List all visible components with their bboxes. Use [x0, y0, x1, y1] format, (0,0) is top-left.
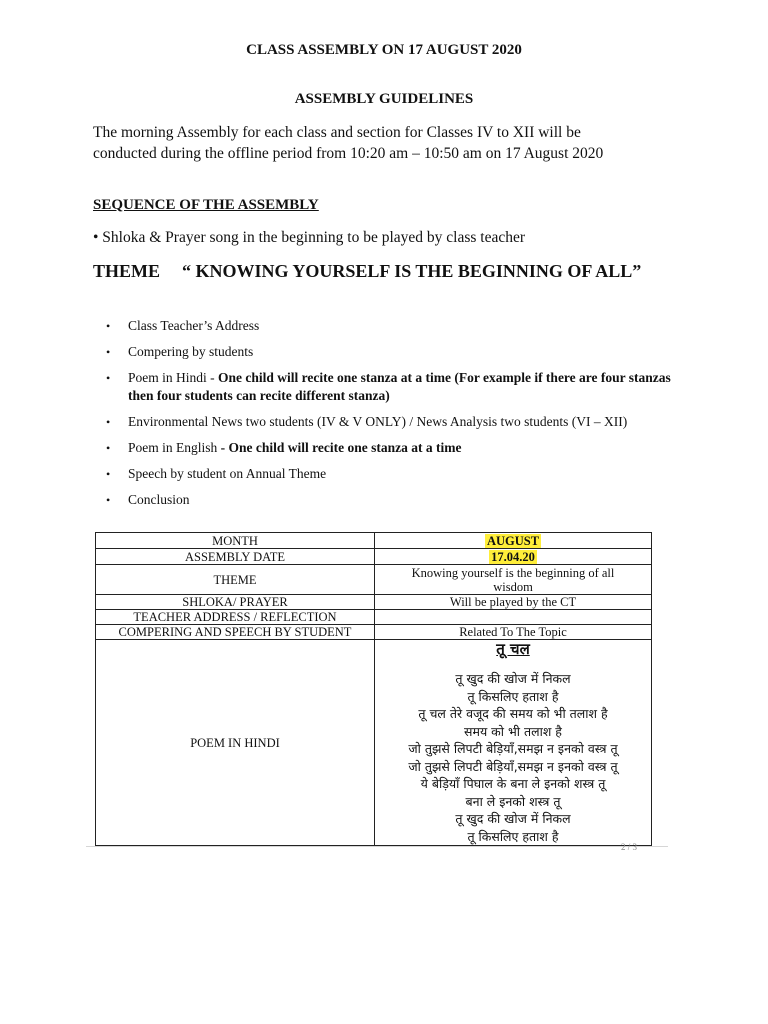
- list-item: [96, 439, 676, 457]
- compering-label: COMPERING AND SPEECH BY STUDENT: [96, 625, 375, 640]
- bullet-icon: •: [106, 467, 111, 481]
- table-row: [96, 625, 652, 640]
- teacher-address-value: [375, 610, 652, 625]
- step-text: Conclusion: [128, 492, 190, 507]
- month-cell: [375, 533, 652, 549]
- bullet-icon: •: [106, 319, 111, 333]
- sequence-heading: SEQUENCE OF THE ASSEMBLY: [93, 197, 319, 213]
- step-text-bold: - One child will recite one stanza at a time: [220, 440, 462, 455]
- poem-line: जो तुझसे लिपटी बेड़ियाँ,समझ न इनको वस्त्र तू: [408, 758, 618, 774]
- theme-text: “ KNOWING YOURSELF IS THE BEGINNING OF ALL”: [182, 261, 642, 281]
- assembly-steps-list: [96, 317, 676, 509]
- poem-line: समय को भी तलाश है: [464, 723, 562, 739]
- list-item: [96, 491, 676, 509]
- poem-label: POEM IN HINDI: [96, 640, 375, 846]
- poem-line: तू चल तेरे वजूद की समय को भी तलाश है: [418, 706, 608, 721]
- step-text: Compering by students: [128, 344, 254, 359]
- theme-label-cell: THEME: [96, 565, 375, 595]
- intro-line-2: conducted during the offline period from 10:20 am – 10:50 am on 17 August 2020: [93, 145, 604, 162]
- poem-line: तू खुद की खोज में निकल: [455, 671, 571, 686]
- table-row: [96, 610, 652, 625]
- list-item: [96, 413, 676, 431]
- step-text: Poem in English: [128, 440, 221, 455]
- month-value: AUGUST: [486, 533, 540, 548]
- list-item: [96, 343, 676, 361]
- step-text: Class Teacher’s Address: [128, 318, 260, 333]
- bullet-icon: •: [106, 371, 111, 385]
- table-row: [96, 595, 652, 610]
- table-row: [96, 565, 652, 595]
- list-item: [96, 465, 676, 483]
- month-label: MONTH: [96, 533, 375, 549]
- page-number: 2 / 3: [621, 842, 638, 852]
- document-subtitle: ASSEMBLY GUIDELINES: [294, 91, 474, 107]
- shloka-value: Will be played by the CT: [375, 595, 652, 610]
- poem-title: तू चल: [496, 640, 530, 658]
- step-text: Speech by student on Annual Theme: [128, 466, 327, 481]
- date-value: 17.04.20: [491, 549, 535, 564]
- poem-line: बना ले इनको शस्त्र तू: [465, 793, 561, 809]
- teacher-address-label: TEACHER ADDRESS / REFLECTION: [96, 610, 375, 625]
- table-row: [96, 549, 652, 565]
- poem-line: ये बेड़ियाँ पिघाल के बना ले इनको शस्त्र तू: [420, 776, 606, 791]
- list-item: [96, 369, 676, 405]
- table-row: [96, 640, 652, 846]
- date-cell: [375, 549, 652, 565]
- list-item: [96, 317, 676, 335]
- intro-paragraph: [93, 122, 693, 164]
- bullet-icon: •: [106, 345, 111, 359]
- step-text-bold: One child will recite one stanza at a time (For example if there are four stanzas then four students can recite different stanza): [128, 370, 671, 403]
- date-label: ASSEMBLY DATE: [96, 549, 375, 565]
- table-row: [96, 533, 652, 549]
- intro-line-1: The morning Assembly for each class and section for Classes IV to XII will be: [93, 124, 581, 141]
- theme-line: [93, 261, 641, 282]
- step-text: Environmental News two students (IV & V ONLY) / News Analysis two students (VI – XII): [128, 414, 628, 429]
- poem-line: तू किसलिए हताश है: [467, 688, 559, 704]
- bullet-icon: •: [106, 415, 111, 429]
- theme-value-cell: Knowing yourself is the beginning of all wisdom: [375, 565, 652, 595]
- poem-line: तू किसलिए हताश है: [467, 828, 559, 844]
- bullet-icon: •: [106, 493, 111, 507]
- page-divider: [86, 846, 668, 847]
- poem-cell: [375, 640, 652, 846]
- shloka-label: SHLOKA/ PRAYER: [96, 595, 375, 610]
- sequence-bullet: • Shloka & Prayer song in the beginning to be played by class teacher: [93, 229, 526, 246]
- document-title: CLASS ASSEMBLY ON 17 AUGUST 2020: [246, 42, 522, 58]
- poem-line: तू खुद की खोज में निकल: [455, 811, 571, 826]
- poem-line: जो तुझसे लिपटी बेड़ियाँ,समझ न इनको वस्त्र तू: [408, 741, 618, 756]
- assembly-details-table: [95, 532, 652, 846]
- compering-value: Related To The Topic: [375, 625, 652, 640]
- theme-label: THEME: [93, 261, 161, 281]
- step-text: Poem in Hindi -: [128, 370, 218, 385]
- bullet-icon: •: [106, 441, 111, 455]
